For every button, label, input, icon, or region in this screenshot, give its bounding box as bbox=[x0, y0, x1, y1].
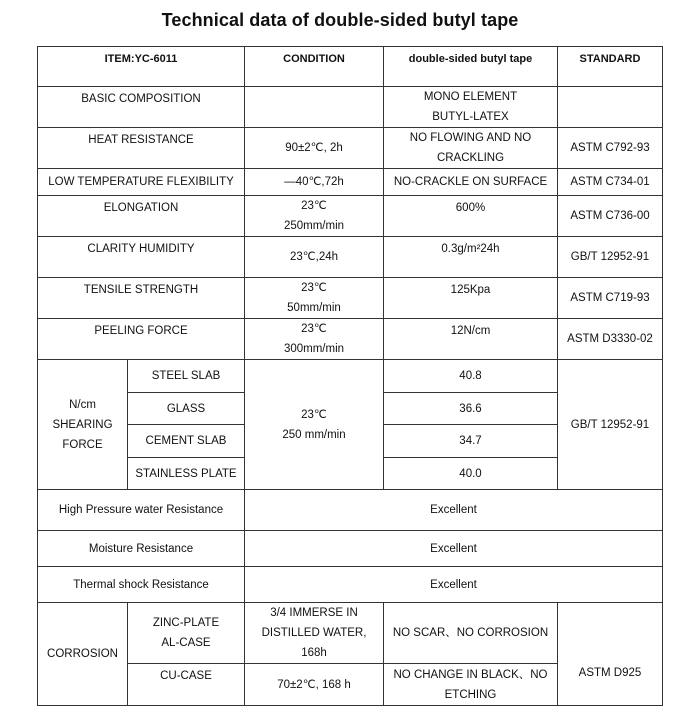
lowtemp-standard: ASTM C734-01 bbox=[558, 169, 663, 196]
page-title: Technical data of double-sided butyl tape bbox=[161, 10, 519, 30]
header-item: ITEM:YC-6011 bbox=[38, 47, 245, 87]
header-standard: STANDARD bbox=[558, 47, 663, 87]
peeling-condition: 23℃ 300mm/min bbox=[245, 319, 384, 360]
table-row bbox=[38, 169, 663, 196]
table-row bbox=[38, 237, 663, 278]
header-product: double-sided butyl tape bbox=[384, 47, 558, 87]
table-row bbox=[38, 531, 663, 567]
corrosion-zinc-condition: 3/4 IMMERSE IN DISTILLED WATER, 168h bbox=[245, 603, 384, 664]
tensile-item: TENSILE STRENGTH bbox=[38, 278, 245, 319]
tensile-standard: ASTM C719-93 bbox=[558, 278, 663, 319]
lowtemp-value: NO-CRACKLE ON SURFACE bbox=[384, 169, 558, 196]
table-row bbox=[38, 567, 663, 603]
lowtemp-item: LOW TEMPERATURE FLEXIBILITY bbox=[38, 169, 245, 196]
corrosion-standard: ASTM D925 bbox=[558, 603, 663, 706]
clarity-standard: GB/T 12952-91 bbox=[558, 237, 663, 278]
header-row bbox=[38, 47, 663, 87]
peeling-standard: ASTM D3330-02 bbox=[558, 319, 663, 360]
table-row bbox=[38, 490, 663, 531]
clarity-item: CLARITY HUMIDITY bbox=[38, 237, 245, 278]
corrosion-cu-item: CU-CASE bbox=[128, 664, 245, 706]
shearing-item-value: 40.8 bbox=[384, 360, 558, 393]
table-row bbox=[38, 603, 663, 664]
corrosion-label: CORROSION bbox=[38, 603, 128, 706]
corrosion-cu-condition: 70±2℃, 168 h bbox=[245, 664, 384, 706]
heat-value: NO FLOWING AND NO CRACKLING bbox=[384, 128, 558, 169]
technical-data-table bbox=[37, 46, 663, 706]
table-row bbox=[38, 196, 663, 237]
table-row bbox=[38, 360, 663, 393]
table-row bbox=[38, 319, 663, 360]
resistance-value: Excellent bbox=[245, 531, 663, 567]
peeling-item: PEELING FORCE bbox=[38, 319, 245, 360]
shearing-item-value: 36.6 bbox=[384, 393, 558, 425]
resistance-name: High Pressure water Resistance bbox=[38, 490, 245, 531]
header-condition: CONDITION bbox=[245, 47, 384, 87]
elongation-item: ELONGATION bbox=[38, 196, 245, 237]
elongation-condition: 23℃ 250mm/min bbox=[245, 196, 384, 237]
table-row bbox=[38, 128, 663, 169]
elongation-standard: ASTM C736-00 bbox=[558, 196, 663, 237]
elongation-value: 600% bbox=[384, 196, 558, 237]
peeling-value: 12N/cm bbox=[384, 319, 558, 360]
shearing-label: N/cm SHEARING FORCE bbox=[38, 360, 128, 490]
resistance-value: Excellent bbox=[245, 567, 663, 603]
shearing-item-name: STAINLESS PLATE bbox=[128, 458, 245, 490]
table-row bbox=[38, 87, 663, 128]
tensile-condition: 23℃ 50mm/min bbox=[245, 278, 384, 319]
heat-item: HEAT RESISTANCE bbox=[38, 128, 245, 169]
basic-condition bbox=[245, 87, 384, 128]
resistance-value: Excellent bbox=[245, 490, 663, 531]
resistance-name: Moisture Resistance bbox=[38, 531, 245, 567]
clarity-condition: 23℃,24h bbox=[245, 237, 384, 278]
resistance-name: Thermal shock Resistance bbox=[38, 567, 245, 603]
corrosion-cu-value: NO CHANGE IN BLACK、NO ETCHING bbox=[384, 664, 558, 706]
shearing-item-value: 34.7 bbox=[384, 425, 558, 458]
shearing-item-name: GLASS bbox=[128, 393, 245, 425]
corrosion-zinc-item: ZINC-PLATE AL-CASE bbox=[128, 603, 245, 664]
shearing-condition: 23℃ 250 mm/min bbox=[245, 360, 384, 490]
lowtemp-condition: —40℃,72h bbox=[245, 169, 384, 196]
basic-value: MONO ELEMENT BUTYL-LATEX bbox=[384, 87, 558, 128]
shearing-item-value: 40.0 bbox=[384, 458, 558, 490]
corrosion-zinc-value: NO SCAR、NO CORROSION bbox=[384, 603, 558, 664]
tensile-value: 125Kpa bbox=[384, 278, 558, 319]
shearing-standard: GB/T 12952-91 bbox=[558, 360, 663, 490]
basic-standard bbox=[558, 87, 663, 128]
clarity-value: 0.3g/m²24h bbox=[384, 237, 558, 278]
table-row bbox=[38, 278, 663, 319]
heat-standard: ASTM C792-93 bbox=[558, 128, 663, 169]
shearing-item-name: CEMENT SLAB bbox=[128, 425, 245, 458]
shearing-item-name: STEEL SLAB bbox=[128, 360, 245, 393]
heat-condition: 90±2℃, 2h bbox=[245, 128, 384, 169]
basic-item: BASIC COMPOSITION bbox=[38, 87, 245, 128]
